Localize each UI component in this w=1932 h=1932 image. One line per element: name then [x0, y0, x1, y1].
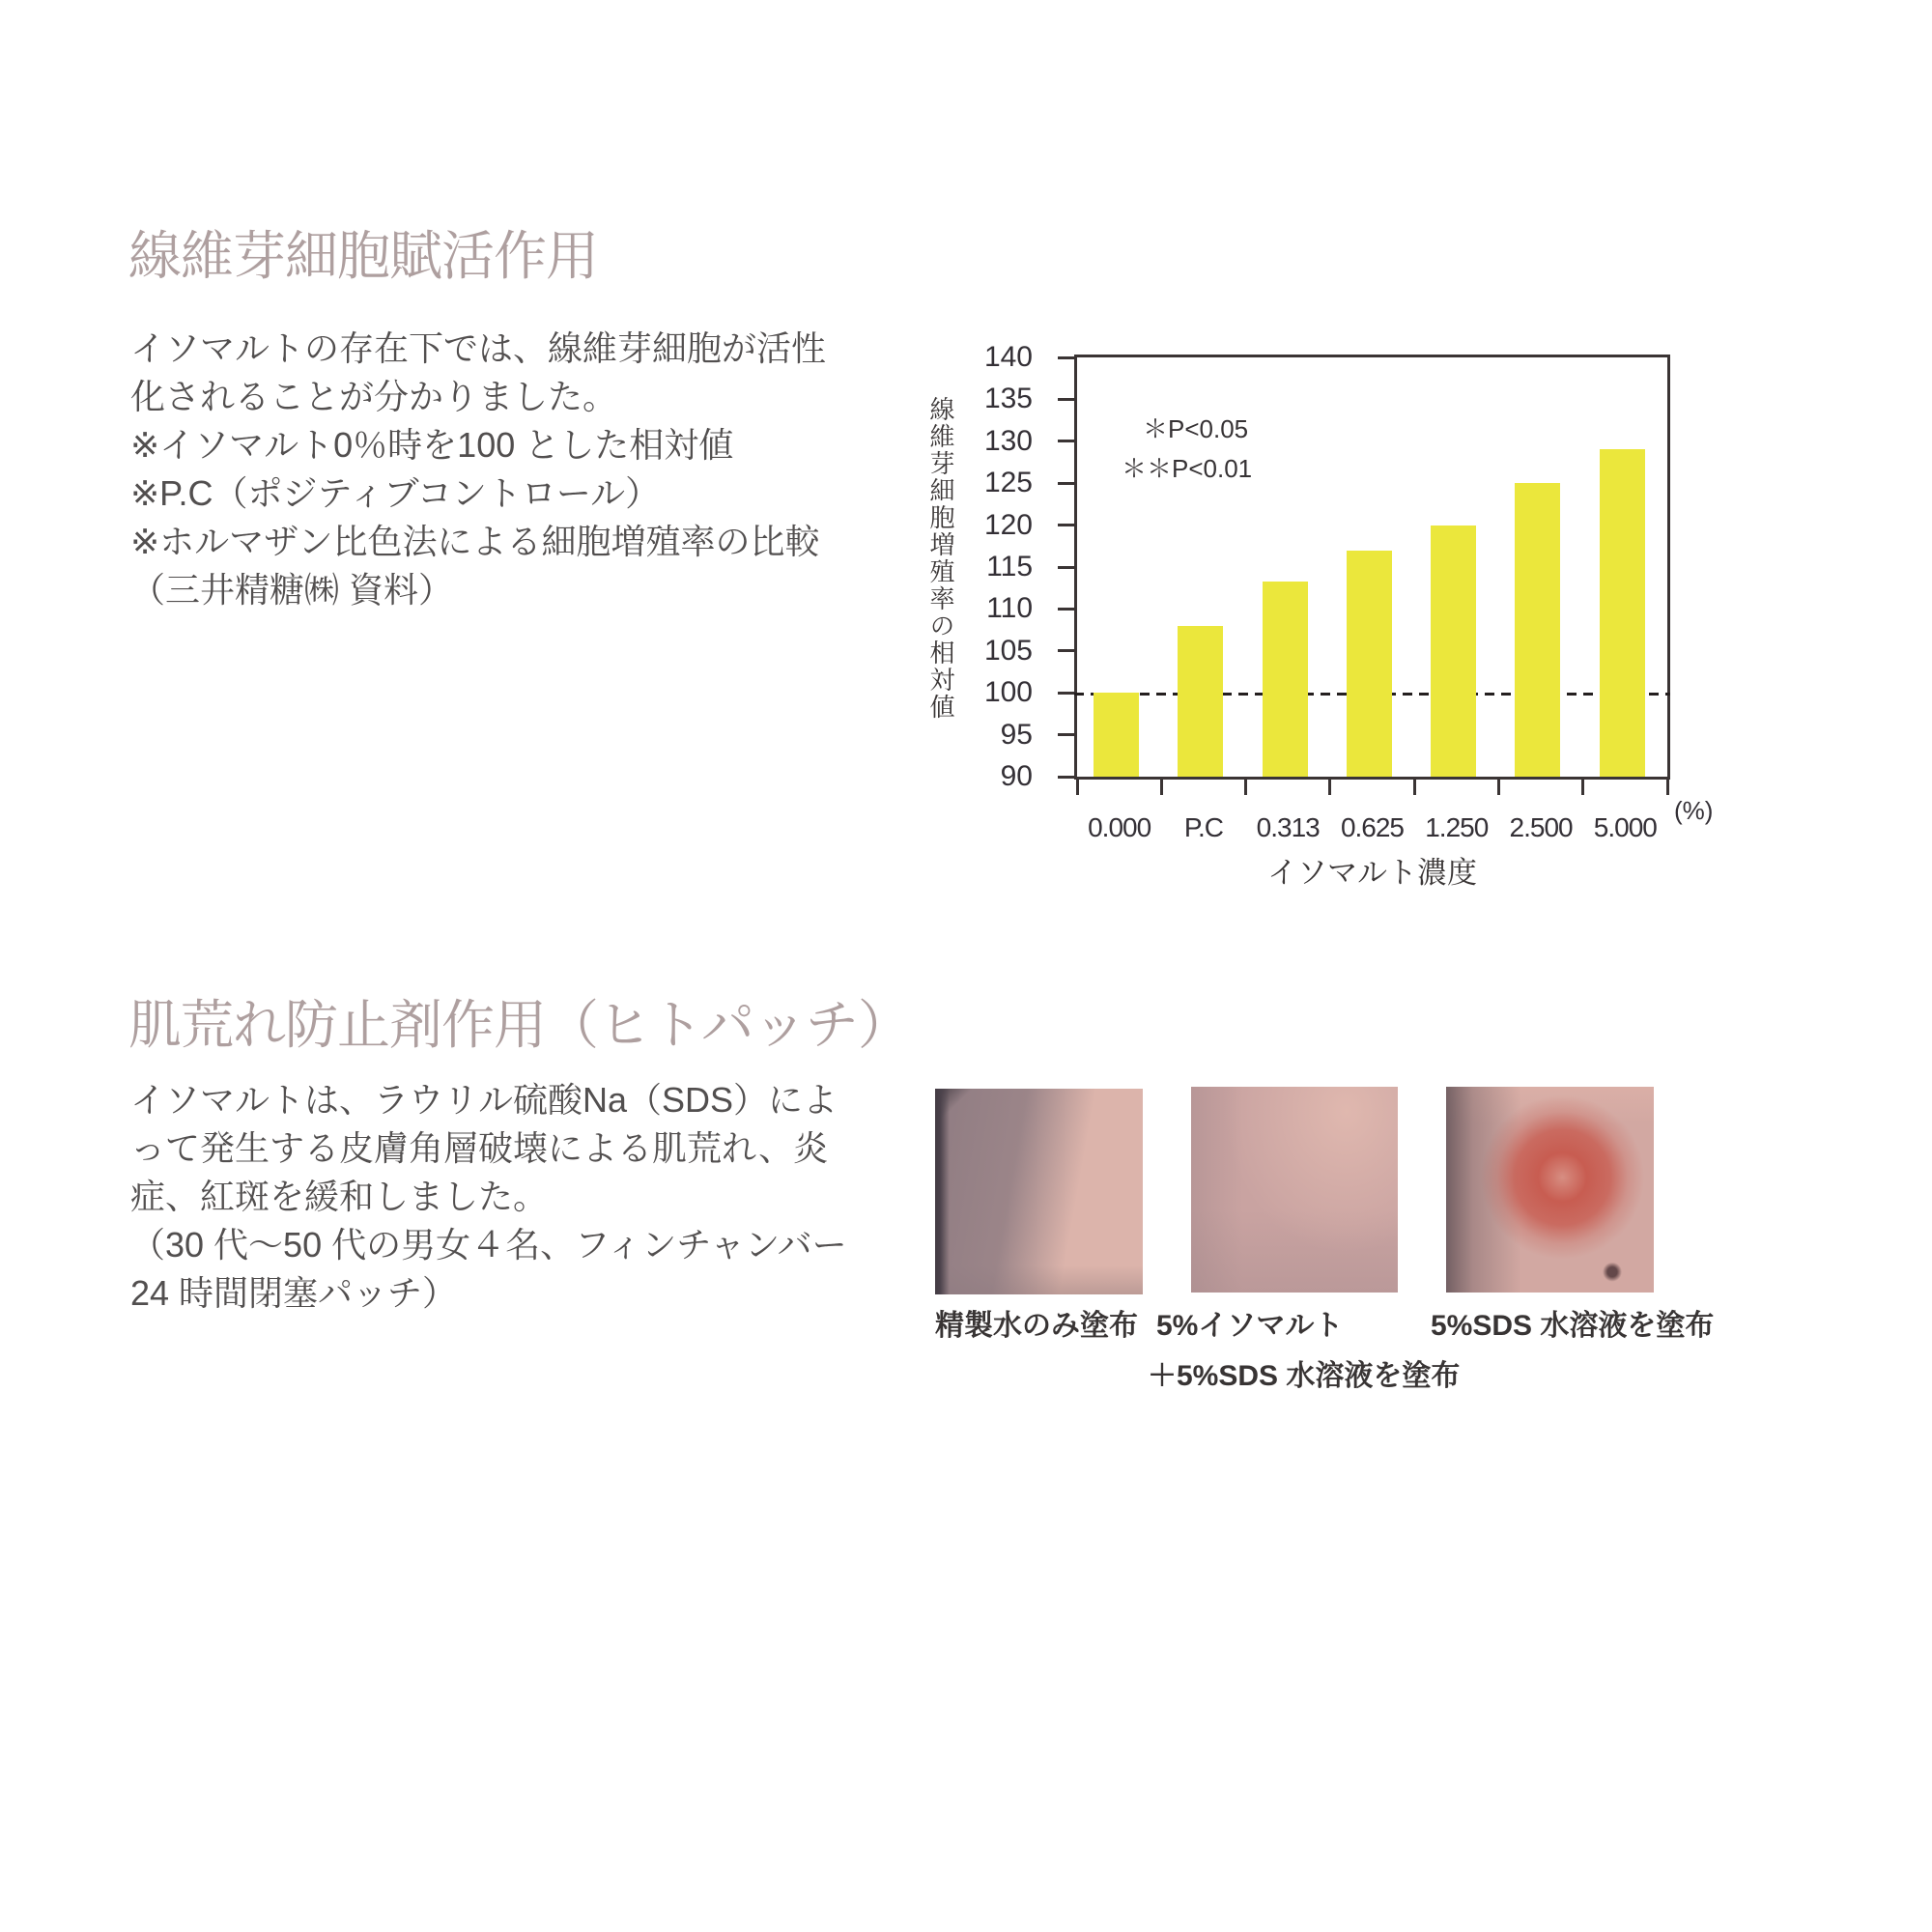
- x-axis-tick: [1328, 780, 1331, 795]
- y-axis-tick: [1058, 776, 1074, 779]
- bar-5.000: [1600, 449, 1645, 777]
- y-axis-tick: [1058, 398, 1074, 401]
- section2-line: イソマルトは、ラウリル硫酸Na（SDS）によ: [130, 1080, 838, 1120]
- section1-line: イソマルトの存在下では、線維芽細胞が活性: [130, 328, 827, 368]
- y-axis-tick: [1058, 524, 1074, 526]
- y-axis-tick-label: 125: [983, 467, 1033, 499]
- section2-heading: 肌荒れ防止剤作用（ヒトパッチ）: [128, 995, 910, 1055]
- y-axis-tick-label: 95: [1000, 718, 1033, 751]
- y-axis-tick-label: 115: [986, 551, 1033, 582]
- y-axis-tick: [1058, 356, 1074, 359]
- y-axis-title: 線維芽細胞増殖率の相対値: [926, 396, 955, 721]
- y-axis-tick-label: 100: [983, 676, 1033, 709]
- bar-0.313: [1263, 582, 1308, 777]
- skin-photo-isomalt-plus-sds: [1191, 1087, 1398, 1293]
- x-axis-tick-label: 0.625: [1340, 812, 1405, 842]
- section1-body: [130, 325, 826, 614]
- y-axis-tick: [1058, 733, 1074, 736]
- y-axis-tick: [1058, 566, 1074, 569]
- x-axis-tick-label: 1.250: [1425, 812, 1489, 842]
- section1-heading: 線維芽細胞賦活作用: [128, 226, 599, 286]
- section2-line: 症、紅斑を緩和しました。: [130, 1177, 549, 1216]
- y-axis-tick-label: 110: [986, 592, 1033, 625]
- x-axis-tick: [1244, 780, 1247, 795]
- x-axis-title: イソマルト濃度: [1267, 856, 1477, 890]
- x-axis-unit-label: (%): [1674, 796, 1714, 825]
- photo2-caption-line1: 5%イソマルト: [1156, 1310, 1344, 1342]
- significance-note-p001: ＊＊P<0.01: [1122, 454, 1253, 483]
- y-axis-tick: [1058, 608, 1074, 611]
- x-axis-tick: [1160, 780, 1163, 795]
- section1-line: ※イソマルト0％時を100 とした相対値: [130, 425, 734, 465]
- x-axis-tick-label: 2.500: [1509, 812, 1573, 842]
- y-axis-tick-label: 135: [983, 383, 1033, 415]
- y-axis-tick-label: 120: [983, 508, 1033, 541]
- x-axis-tick-label: 0.313: [1256, 812, 1320, 842]
- y-axis-tick-label: 140: [983, 341, 1033, 373]
- x-axis-tick-label: 5.000: [1593, 812, 1657, 842]
- x-axis-tick-label: P.C: [1183, 812, 1223, 842]
- y-axis-tick: [1058, 649, 1074, 652]
- x-axis-tick: [1497, 780, 1500, 795]
- bar-P.C: [1178, 626, 1223, 777]
- y-axis-tick: [1058, 440, 1074, 442]
- bar-0.000: [1094, 693, 1139, 777]
- x-axis-tick: [1666, 780, 1669, 795]
- x-axis-tick: [1581, 780, 1584, 795]
- y-axis-tick: [1058, 482, 1074, 485]
- bar-1.250: [1431, 526, 1476, 777]
- x-axis-tick: [1076, 780, 1079, 795]
- section2-body: [130, 1076, 847, 1318]
- y-axis-tick-label: 130: [983, 424, 1033, 457]
- y-axis-tick-label: 105: [983, 634, 1033, 667]
- bar-0.625: [1347, 551, 1392, 777]
- section1-line: ※ホルマザン比色法による細胞増殖率の比較: [130, 522, 820, 561]
- skin-photo-sds-only: [1446, 1087, 1654, 1293]
- section1-line: ※P.C（ポジティブコントロール）: [130, 473, 661, 513]
- bar-chart-plot-area: [983, 341, 1670, 842]
- y-axis-tick-label: 90: [1000, 760, 1033, 792]
- photo3-caption: 5%SDS 水溶液を塗布: [1431, 1310, 1715, 1342]
- section1-line: 化されることが分かりました。: [130, 377, 618, 416]
- x-axis-tick-label: 0.000: [1088, 812, 1151, 842]
- photo2-caption-line2: ＋5%SDS 水溶液を塗布: [1148, 1360, 1461, 1392]
- x-axis-tick: [1413, 780, 1416, 795]
- photo1-caption: 精製水のみ塗布: [935, 1310, 1138, 1342]
- section2-line: 24 時間閉塞パッチ）: [130, 1273, 458, 1313]
- section2-line: って発生する皮膚角層破壊による肌荒れ、炎: [130, 1128, 829, 1168]
- significance-note-p005: ＊P<0.05: [1143, 414, 1249, 443]
- section2-line: （30 代〜50 代の男女４名、フィンチャンバー: [130, 1225, 847, 1264]
- y-axis-tick: [1058, 692, 1074, 695]
- bar-2.500: [1515, 483, 1560, 777]
- skin-photo-purified-water: [935, 1089, 1143, 1294]
- section1-line: （三井精糖㈱ 資料）: [130, 570, 454, 610]
